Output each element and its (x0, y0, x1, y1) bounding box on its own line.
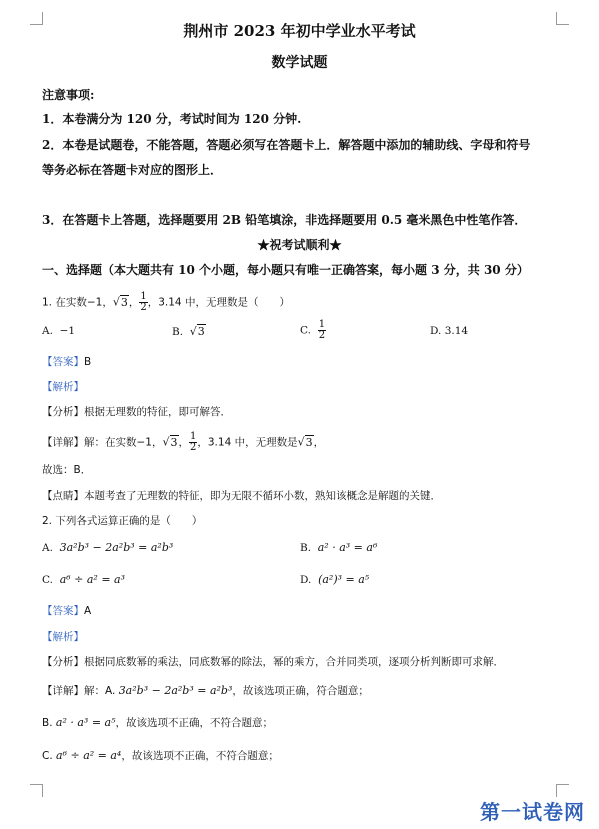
q1-detail: 【详解】解：在实数−1，√3， $\frac{1}{2}$ ，3.14 中，无理数是√3， (42, 431, 325, 453)
exam-subtitle: 数学试题 (271, 55, 328, 71)
notice-item-2-line-2: 等务必标在答题卡对应的图形上． (42, 163, 223, 177)
site-watermark: 第一试卷网 (480, 800, 585, 824)
exam-title: 荆州市 2023 年初中学业水平考试 (183, 22, 416, 40)
notice-item-3: 3．在答题卡上答题，选择题要用 2B 铅笔填涂，非选择题要用 0.5 毫米黑色中性笔作答． (42, 213, 527, 227)
q1-option-c: C. $\frac{1}{2}$ (300, 319, 326, 341)
q1-answer: 【答案】B (42, 356, 92, 368)
q1-fenxi: 【分析】根据无理数的特征，即可解答． (42, 406, 231, 418)
q2-analysis-tag: 【解析】 (42, 631, 84, 643)
q1-option-b: B. √3 (172, 325, 205, 338)
notice-item-2-line-1: 2．本卷是试题卷，不能答题，答题必须写在答题卡上．解答题中添加的辅助线、字母和符号 (42, 138, 531, 152)
q2-answer: 【答案】A (42, 605, 92, 617)
q1-stem: 1. 在实数−1，√3， $\frac{1}{2}$ ，3.14 中，无理数是（ ） (42, 291, 290, 313)
notice-item-1: 1．本卷满分为 120 分，考试时间为 120 分钟. (42, 112, 302, 126)
q2-option-a: A. 3a²b³ − 2a²b³ = a²b³ (42, 541, 174, 554)
q2-detail-c: C. a⁶ ÷ a² = a⁴，故该选项不正确，不符合题意； (42, 749, 279, 762)
q1-option-a: A. −1 (42, 325, 76, 337)
q1-comment: 【点睛】本题考查了无理数的特征，即为无限不循环小数，熟知该概念是解题的关键． (42, 490, 441, 502)
q2-fenxi: 【分析】根据同底数幂的乘法，同底数幂的除法，幂的乘方，合并同类项，逐项分析判断即可求解． (42, 656, 504, 668)
q2-stem: 2. 下列各式运算正确的是（ ） (42, 515, 203, 527)
q1-stem-pre: 1. 在实数−1， (42, 296, 113, 309)
q2-option-d: D. (a²)³ = a⁵ (300, 573, 370, 586)
q2-option-b: B. a² · a³ = a⁶ (300, 541, 378, 554)
good-luck-wish: ★祝考试顺利★ (257, 238, 342, 252)
q1-sqrt-term: √3 (112, 295, 128, 309)
section-1-heading: 一、选择题（本大题共有 10 个小题，每小题只有唯一正确答案，每小题 3 分，共 30 分） (42, 263, 529, 277)
q1-fraction-term: $\frac{1}{2}$ (140, 291, 147, 313)
q1-stem-post: ，3.14 中，无理数是（ ） (147, 296, 290, 309)
q1-option-d: D. 3.14 (430, 325, 469, 337)
answer-tag: 【答案】 (42, 356, 84, 368)
crop-mark-bottom-left (30, 784, 43, 797)
q2-detail-a: 【详解】解：A. 3a²b³ − 2a²b³ = a²b³，故该选项正确，符合题意； (42, 684, 369, 697)
q2-detail-b: B. a² · a³ = a⁵，故该选项不正确，不符合题意； (42, 716, 273, 729)
notice-heading: 注意事项: (42, 88, 95, 102)
q1-analysis-tag: 【解析】 (42, 381, 84, 393)
q2-option-c: C. a⁶ ÷ a² = a³ (42, 573, 126, 586)
q1-conclusion: 故选：B． (42, 464, 92, 476)
